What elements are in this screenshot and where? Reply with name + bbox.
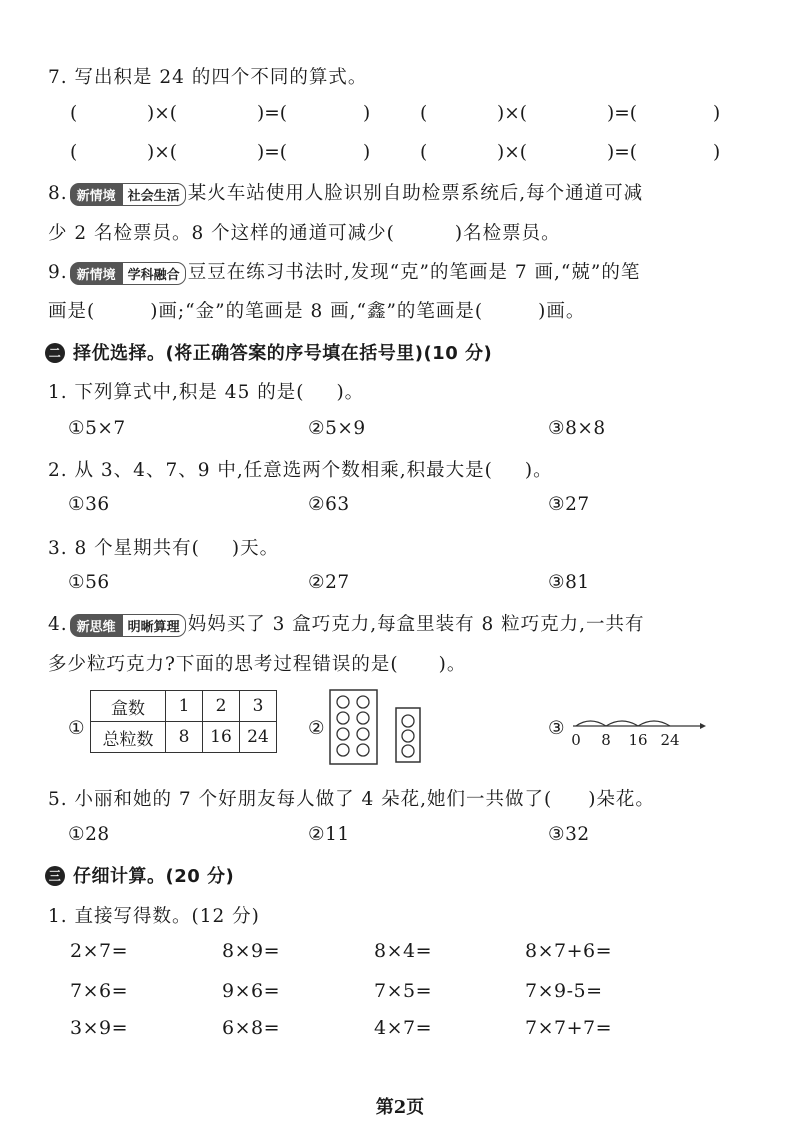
question-text: )。 — [524, 460, 553, 481]
mc-3-stem — [48, 534, 279, 560]
equals-sign: )=( — [257, 142, 287, 163]
paren-open: ( — [70, 103, 78, 124]
calc-item[interactable]: 6×8= — [222, 1017, 281, 1039]
question-text: )画。 — [538, 301, 586, 322]
option-1-marker[interactable]: ① — [68, 718, 86, 739]
q7-prompt: 7. 写出积是 24 的四个不同的算式。 — [48, 67, 368, 88]
paren-close: ) — [713, 103, 721, 124]
question-number: 4. — [48, 614, 68, 635]
section-badge: 二 — [45, 343, 65, 363]
box-count-table — [90, 690, 277, 753]
paren-open: ( — [420, 142, 428, 163]
section-badge: 三 — [45, 866, 65, 886]
calc-item[interactable]: 2×7= — [70, 940, 129, 962]
calc-heading: 1. 直接写得数。(12 分) — [48, 906, 260, 927]
table-cell: 2 — [203, 691, 240, 722]
paren-close: ) — [363, 142, 371, 163]
number-line — [570, 708, 710, 752]
tag-badge — [70, 262, 186, 285]
option-3[interactable]: ③27 — [548, 494, 590, 515]
option-3[interactable]: ③81 — [548, 572, 590, 593]
paren-close: ) — [363, 103, 371, 124]
calc-item[interactable]: 8×7+6= — [525, 940, 613, 962]
calc-item[interactable]: 9×6= — [222, 980, 281, 1002]
jump-arc — [606, 721, 638, 726]
calc-item[interactable]: 7×6= — [70, 980, 129, 1002]
tag-category: 新情境 — [70, 262, 123, 285]
table-cell: 16 — [203, 722, 240, 753]
calc-item[interactable]: 3×9= — [70, 1017, 129, 1039]
question-text: 妈妈买了 3 盒巧克力,每盒里装有 8 粒巧克力,一共有 — [187, 614, 645, 635]
tag-subcategory: 明晰算理 — [123, 614, 186, 637]
question-number: 9. — [48, 262, 68, 283]
times-sign: )×( — [147, 142, 177, 163]
question-number: 8. — [48, 183, 68, 204]
table-row — [91, 691, 277, 722]
option-1[interactable]: ①56 — [68, 572, 110, 593]
calc-item[interactable]: 8×4= — [374, 940, 433, 962]
tick-label: 0 — [571, 731, 581, 749]
paren-open: ( — [420, 103, 428, 124]
calc-item[interactable]: 7×5= — [374, 980, 433, 1002]
option-2[interactable]: ②5×9 — [308, 418, 366, 439]
calc-item[interactable]: 7×7+7= — [525, 1017, 613, 1039]
tick-label: 24 — [660, 731, 680, 749]
equals-sign: )=( — [607, 103, 637, 124]
calc-item[interactable]: 7×9-5= — [525, 980, 603, 1002]
option-1[interactable]: ①5×7 — [68, 418, 126, 439]
option-2[interactable]: ②63 — [308, 494, 350, 515]
tag-category: 新思维 — [70, 614, 123, 637]
paren-close: ) — [713, 142, 721, 163]
question-text: 豆豆在练习书法时,发现“克”的笔画是 7 画,“兢”的笔 — [187, 262, 641, 283]
option-2[interactable]: ②27 — [308, 572, 350, 593]
q9-line-2 — [48, 297, 585, 323]
table-cell: 盒数 — [91, 691, 166, 722]
calc-item[interactable]: 8×9= — [222, 940, 281, 962]
section-title: 择优选择。(将正确答案的序号填在括号里)(10 分) — [73, 343, 493, 364]
option-2[interactable]: ②11 — [308, 824, 350, 845]
page-number: 第2页 — [375, 1097, 425, 1118]
paren-open: ( — [70, 142, 78, 163]
section-title: 仔细计算。(20 分) — [73, 866, 235, 887]
equals-sign: )=( — [607, 142, 637, 163]
question-text: 3. 8 个星期共有( — [48, 538, 200, 559]
table-cell: 24 — [240, 722, 277, 753]
option-1[interactable]: ①36 — [68, 494, 110, 515]
tick-label: 16 — [628, 731, 648, 749]
question-text: 某火车站使用人脸识别自助检票系统后,每个通道可减 — [187, 183, 644, 204]
question-text: )。 — [336, 382, 365, 403]
question-text: )天。 — [231, 538, 280, 559]
section-heading — [45, 862, 234, 888]
question-text: )画;“金”的笔画是 8 画,“鑫”的笔画是( — [150, 301, 484, 322]
question-text: )朵花。 — [588, 789, 655, 810]
table-cell: 3 — [240, 691, 277, 722]
section-heading — [45, 339, 492, 365]
question-text: 2. 从 3、4、7、9 中,任意选两个数相乘,积最大是( — [48, 460, 493, 481]
question-text: 5. 小丽和她的 7 个好朋友每人做了 4 朵花,她们一共做了( — [48, 789, 553, 810]
question-text: )名检票员。 — [454, 223, 561, 244]
equals-sign: )=( — [257, 103, 287, 124]
question-text: 1. 下列算式中,积是 45 的是( — [48, 382, 305, 403]
mc-2-stem — [48, 456, 553, 482]
option-3-marker[interactable]: ③ — [548, 718, 566, 739]
table-cell: 总粒数 — [91, 722, 166, 753]
mc-1-stem — [48, 378, 364, 404]
times-sign: )×( — [497, 103, 527, 124]
times-sign: )×( — [147, 103, 177, 124]
table-row — [91, 722, 277, 753]
tag-subcategory: 社会生活 — [123, 183, 186, 206]
table-cell: 1 — [166, 691, 203, 722]
chocolate-boxes-illustration — [328, 688, 443, 768]
q8-line-1 — [48, 179, 643, 206]
mc-5-stem — [48, 785, 655, 811]
question-text: 多少粒巧克力?下面的思考过程错误的是( — [48, 654, 399, 675]
tick-label: 8 — [601, 731, 611, 749]
jump-arc — [576, 721, 606, 726]
jump-arc — [638, 721, 670, 726]
question-text: 少 2 名检票员。8 个这样的通道可减少( — [48, 223, 395, 244]
option-3[interactable]: ③8×8 — [548, 418, 606, 439]
tag-category: 新情境 — [70, 183, 123, 206]
tag-subcategory: 学科融合 — [123, 262, 186, 285]
times-sign: )×( — [497, 142, 527, 163]
mc-4-line-1 — [48, 610, 645, 637]
tag-badge — [70, 614, 186, 637]
calc-item[interactable]: 4×7= — [374, 1017, 433, 1039]
tag-badge — [70, 183, 186, 206]
arrow-head-icon — [700, 723, 706, 729]
option-2-marker[interactable]: ② — [308, 718, 326, 739]
question-text: 画是( — [48, 301, 96, 322]
q8-line-2 — [48, 219, 561, 245]
option-3[interactable]: ③32 — [548, 824, 590, 845]
table-cell: 8 — [166, 722, 203, 753]
mc-4-line-2 — [48, 650, 466, 676]
option-1[interactable]: ①28 — [68, 824, 110, 845]
q9-line-1 — [48, 258, 640, 285]
question-text: )。 — [438, 654, 467, 675]
